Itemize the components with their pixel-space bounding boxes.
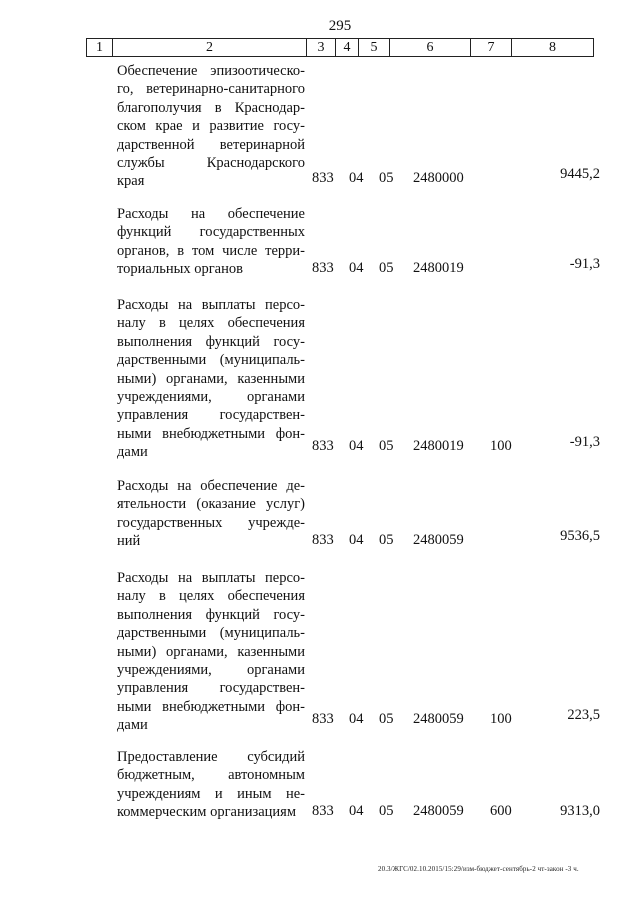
cell-section: 04	[349, 260, 364, 276]
cell-expense-type: 600	[490, 803, 512, 819]
cell-amount: -91,3	[569, 434, 600, 450]
cell-ministry-code: 833	[312, 532, 334, 548]
cell-target-article: 2480059	[413, 803, 464, 819]
cell-ministry-code: 833	[312, 803, 334, 819]
cell-section: 04	[349, 803, 364, 819]
column-header-2: 2	[113, 39, 307, 57]
cell-ministry-code: 833	[312, 711, 334, 727]
cell-target-article: 2480019	[413, 438, 464, 454]
cell-subsection: 05	[379, 170, 394, 186]
document-footer: 20.3/ЖГС/02.10.2015/15:29/изм-бюджет-сентябрь-2 чт-закон -3 ч.	[378, 865, 579, 873]
cell-section: 04	[349, 532, 364, 548]
cell-ministry-code: 833	[312, 260, 334, 276]
cell-subsection: 05	[379, 711, 394, 727]
cell-target-article: 2480019	[413, 260, 464, 276]
cell-target-article: 2480000	[413, 170, 464, 186]
cell-subsection: 05	[379, 803, 394, 819]
cell-target-article: 2480059	[413, 532, 464, 548]
cell-amount: 223,5	[567, 707, 600, 723]
column-header-1: 1	[87, 39, 113, 57]
cell-target-article: 2480059	[413, 711, 464, 727]
cell-amount: 9313,0	[560, 803, 600, 819]
row-description: Расходы на обеспечение функций государственных органов, в том числе терри- ториальных органов	[117, 206, 305, 278]
cell-section: 04	[349, 711, 364, 727]
row-description: Расходы на обеспечение де- ятельности (оказание услуг) государственных учрежде- ний	[117, 478, 305, 550]
cell-subsection: 05	[379, 260, 394, 276]
page-number: 295	[328, 18, 352, 34]
column-header-3: 3	[307, 39, 336, 57]
cell-section: 04	[349, 170, 364, 186]
row-description: Предоставление субсидий бюджетным, автономным учреждениям и иным не- коммерческим организациям	[117, 749, 305, 821]
column-header-7: 7	[471, 39, 512, 57]
cell-ministry-code: 833	[312, 170, 334, 186]
cell-amount: 9536,5	[560, 528, 600, 544]
column-header-4: 4	[336, 39, 359, 57]
column-header-5: 5	[359, 39, 390, 57]
cell-section: 04	[349, 438, 364, 454]
column-header-8: 8	[512, 39, 594, 57]
cell-expense-type: 100	[490, 438, 512, 454]
column-header-6: 6	[390, 39, 471, 57]
column-header-row	[86, 38, 594, 57]
cell-subsection: 05	[379, 438, 394, 454]
cell-ministry-code: 833	[312, 438, 334, 454]
cell-amount: 9445,2	[560, 166, 600, 182]
cell-expense-type: 100	[490, 711, 512, 727]
row-description: Обеспечение эпизоотическо- го, ветеринарно-санитарного благополучия в Краснодар- ском крае и развитие госу- дарственной ветеринарной службы Краснодарского края	[117, 63, 305, 190]
row-description: Расходы на выплаты персо- налу в целях обеспечения выполнения функций госу- дарственными (муниципаль- ными) органами, казенными учреждениями, органами управления государствен- ными внебюджетными фон- дами	[117, 570, 305, 734]
cell-subsection: 05	[379, 532, 394, 548]
cell-amount: -91,3	[569, 256, 600, 272]
row-description: Расходы на выплаты персо- налу в целях обеспечения выполнения функций госу- дарственными (муниципаль- ными) органами, казенными учреждениями, органами управления государствен- ными внебюджетными фон- дами	[117, 297, 305, 461]
